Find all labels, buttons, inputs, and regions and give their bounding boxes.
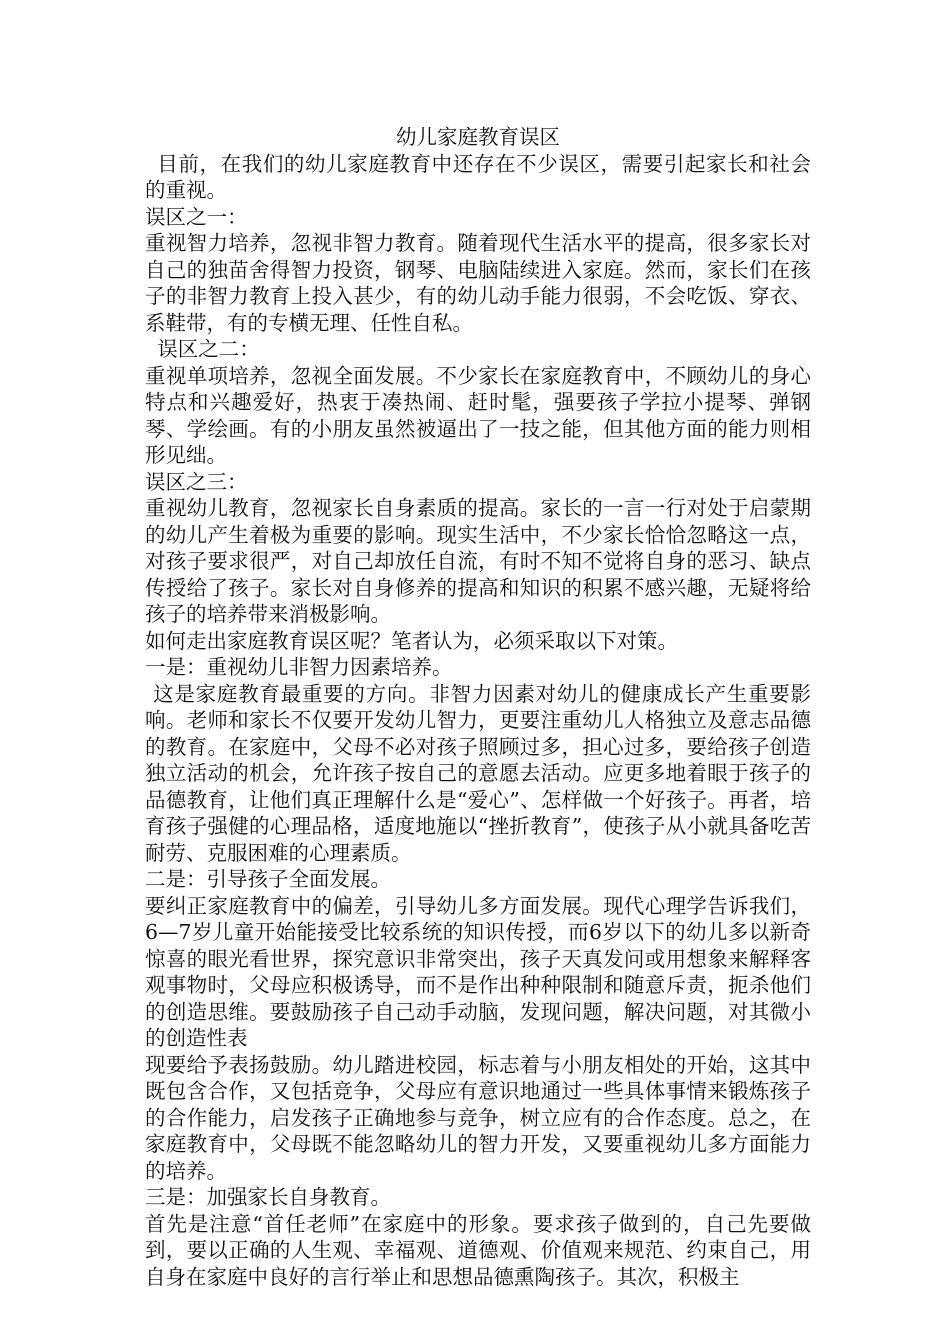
intro-paragraph: 目前，在我们的幼儿家庭教育中还存在不少误区，需要引起家长和社会的重视。 [145, 151, 811, 202]
document-page [145, 124, 811, 1290]
countermeasure-1-body: 这是家庭教育最重要的方向。非智力因素对幼儿的健康成长产生重要影响。老师和家长不仅要开发幼儿智力，更要注重幼儿人格独立及意志品德的教育。在家庭中，父母不必对孩子照顾过多，担心过多，要给孩子创造独立活动的机会，允许孩子按自己的意愿去活动。应更多地着眼于孩子的品德教育，让他们真正理解什么是“爱心”、怎样做一个好孩子。再者，培育孩子强健的心理品格，适度地施以“挫折教育”，使孩子从小就具备吃苦耐劳、克服困难的心理素质。 [145, 681, 811, 865]
countermeasures-intro: 如何走出家庭教育误区呢？笔者认为，必须采取以下对策。 [145, 628, 678, 653]
countermeasure-3-heading: 三是：加强家长自身教育。 [145, 1185, 391, 1209]
countermeasure-1-heading: 一是：重视幼儿非智力因素培养。 [145, 655, 453, 679]
misconception-3-body: 重视幼儿教育，忽视家长自身素质的提高。家长的一言一行对处于启蒙期的幼儿产生着极为重要的影响。现实生活中，不少家长恰恰忽略这一点，对孩子要求很严，对自己却放任自流，有时不知不觉将自身的恶习、缺点传授给了孩子。家长对自身修养的提高和知识的积累不感兴趣，无疑将给孩子的培养带来消极影响。 [145, 496, 811, 626]
countermeasure-2-heading: 二是：引导孩子全面发展。 [145, 867, 391, 891]
misconception-1-heading: 误区之一： [145, 204, 248, 229]
misconception-2-body: 重视单项培养，忽视全面发展。不少家长在家庭教育中，不顾幼儿的身心特点和兴趣爱好，热衷于凑热闹、赶时髦，强要孩子学拉小提琴、弹钢琴、学绘画。有的小朋友虽然被逼出了一技之能，但其他方面的能力则相形见绌。 [145, 363, 811, 467]
countermeasure-2-body-continued: 现要给予表扬鼓励。幼儿踏进校园，标志着与小朋友相处的开始，这其中既包含合作，又包括竞争，父母应有意识地通过一些具体事情来锻炼孩子的合作能力，启发孩子正确地参与竞争，树立应有的合作态度。总之，在家庭教育中，父母既不能忽略幼儿的智力开发，又要重视幼儿多方面能力的培养。 [145, 1052, 811, 1183]
document-title: 幼儿家庭教育误区 [396, 125, 560, 149]
misconception-1-body: 重视智力培养，忽视非智力教育。随着现代生活水平的提高，很多家长对自己的独苗舍得智力投资，钢琴、电脑陆续进入家庭。然而，家长们在孩子的非智力教育上投入甚少，有的幼儿动手能力很弱，不会吃饭、穿衣、系鞋带，有的专横无理、任性自私。 [145, 231, 811, 335]
misconception-3-heading: 误区之三： [145, 469, 248, 494]
misconception-2-heading: 误区之二： [157, 337, 260, 361]
countermeasure-2-body: 要纠正家庭教育中的偏差，引导幼儿多方面发展。现代心理学告诉我们，6—7岁儿童开始能接受比较系统的知识传授，而6岁以下的幼儿多以新奇惊喜的眼光看世界，探究意识非常突出，孩子天真发问或用想象来解释客观事物时，父母应积极诱导，而不是作出种种限制和随意斥责，扼杀他们的创造思维。要鼓励孩子自己动手动脑，发现问题，解决问题，对其微小的创造性表 [145, 893, 811, 1050]
countermeasure-3-body: 首先是注意“首任老师”在家庭中的形象。要求孩子做到的，自己先要做到，要以正确的人生观、幸福观、道德观、价值观来规范、约束自己，用自身在家庭中良好的言行举止和思想品德熏陶孩子。其次，积极主 [145, 1211, 811, 1289]
